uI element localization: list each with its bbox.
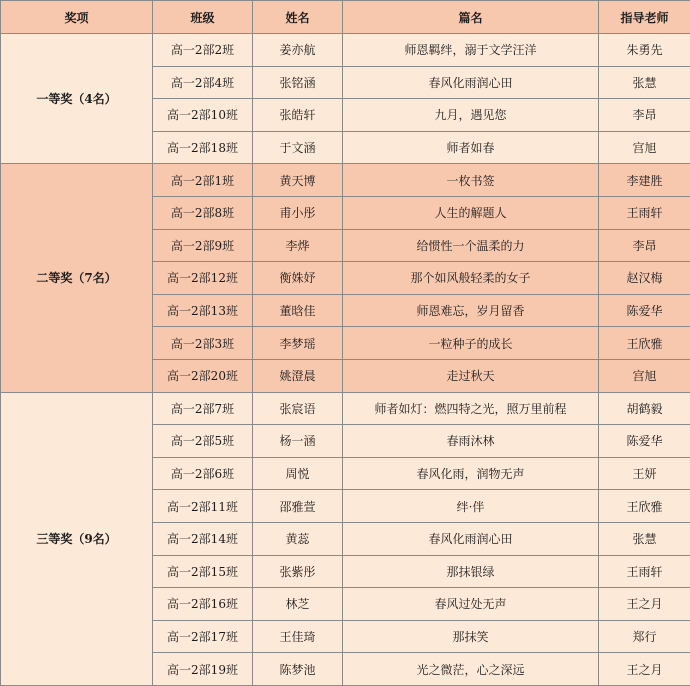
class-cell: 高一2部15班 bbox=[153, 555, 253, 588]
title-cell: 师者如灯：燃四特之光，照万里前程 bbox=[343, 392, 599, 425]
name-cell: 张铭涵 bbox=[253, 66, 343, 99]
class-cell: 高一2部14班 bbox=[153, 522, 253, 555]
teacher-cell: 王之月 bbox=[599, 588, 690, 621]
title-cell: 一粒种子的成长 bbox=[343, 327, 599, 360]
table-header bbox=[1, 1, 690, 34]
teacher-cell: 张慧 bbox=[599, 66, 690, 99]
name-cell: 姜亦航 bbox=[253, 34, 343, 67]
title-cell: 绊·伴 bbox=[343, 490, 599, 523]
name-cell: 陈梦池 bbox=[253, 653, 343, 686]
class-cell: 高一2部5班 bbox=[153, 425, 253, 458]
name-cell: 张紫彤 bbox=[253, 555, 343, 588]
teacher-cell: 赵汉梅 bbox=[599, 262, 690, 295]
name-cell: 林芝 bbox=[253, 588, 343, 621]
title-cell: 春风化雨润心田 bbox=[343, 66, 599, 99]
title-cell: 师恩羁绊，溺于文学汪洋 bbox=[343, 34, 599, 67]
title-cell: 师恩难忘，岁月留香 bbox=[343, 294, 599, 327]
name-cell: 衡姝妤 bbox=[253, 262, 343, 295]
table-row bbox=[1, 34, 690, 67]
title-cell: 春风化雨润心田 bbox=[343, 522, 599, 555]
title-cell: 那抹笑 bbox=[343, 620, 599, 653]
name-cell: 周悦 bbox=[253, 457, 343, 490]
header-class: 班级 bbox=[153, 1, 253, 34]
teacher-cell: 王欣雅 bbox=[599, 490, 690, 523]
name-cell: 黄蕊 bbox=[253, 522, 343, 555]
name-cell: 黄天博 bbox=[253, 164, 343, 197]
header-title: 篇名 bbox=[343, 1, 599, 34]
title-cell: 给惯性一个温柔的力 bbox=[343, 229, 599, 262]
class-cell: 高一2部2班 bbox=[153, 34, 253, 67]
header-name: 姓名 bbox=[253, 1, 343, 34]
teacher-cell: 宫旭 bbox=[599, 359, 690, 392]
title-cell: 春风过处无声 bbox=[343, 588, 599, 621]
title-cell: 九月，遇见您 bbox=[343, 99, 599, 132]
class-cell: 高一2部13班 bbox=[153, 294, 253, 327]
class-cell: 高一2部3班 bbox=[153, 327, 253, 360]
class-cell: 高一2部7班 bbox=[153, 392, 253, 425]
class-cell: 高一2部12班 bbox=[153, 262, 253, 295]
award-level-cell: 二等奖（7名） bbox=[1, 164, 153, 392]
class-cell: 高一2部10班 bbox=[153, 99, 253, 132]
teacher-cell: 王妍 bbox=[599, 457, 690, 490]
title-cell: 春雨沐林 bbox=[343, 425, 599, 458]
teacher-cell: 王雨轩 bbox=[599, 555, 690, 588]
name-cell: 姚澄晨 bbox=[253, 359, 343, 392]
name-cell: 李梦瑶 bbox=[253, 327, 343, 360]
class-cell: 高一2部1班 bbox=[153, 164, 253, 197]
table-body bbox=[1, 34, 690, 686]
class-cell: 高一2部11班 bbox=[153, 490, 253, 523]
title-cell: 人生的解题人 bbox=[343, 196, 599, 229]
class-cell: 高一2部18班 bbox=[153, 131, 253, 164]
teacher-cell: 王雨轩 bbox=[599, 196, 690, 229]
teacher-cell: 王欣雅 bbox=[599, 327, 690, 360]
title-cell: 走过秋天 bbox=[343, 359, 599, 392]
title-cell: 那抹银绿 bbox=[343, 555, 599, 588]
teacher-cell: 宫旭 bbox=[599, 131, 690, 164]
title-cell: 春风化雨，润物无声 bbox=[343, 457, 599, 490]
class-cell: 高一2部19班 bbox=[153, 653, 253, 686]
award-level-cell: 三等奖（9名） bbox=[1, 392, 153, 685]
name-cell: 李烨 bbox=[253, 229, 343, 262]
class-cell: 高一2部20班 bbox=[153, 359, 253, 392]
teacher-cell: 李昂 bbox=[599, 229, 690, 262]
table-row bbox=[1, 164, 690, 197]
class-cell: 高一2部4班 bbox=[153, 66, 253, 99]
title-cell: 那个如风般轻柔的女子 bbox=[343, 262, 599, 295]
title-cell: 一枚书签 bbox=[343, 164, 599, 197]
teacher-cell: 李昂 bbox=[599, 99, 690, 132]
name-cell: 甫小彤 bbox=[253, 196, 343, 229]
title-cell: 光之微茫，心之深远 bbox=[343, 653, 599, 686]
teacher-cell: 陈爱华 bbox=[599, 425, 690, 458]
name-cell: 董晗佳 bbox=[253, 294, 343, 327]
class-cell: 高一2部6班 bbox=[153, 457, 253, 490]
name-cell: 于文涵 bbox=[253, 131, 343, 164]
name-cell: 张宸语 bbox=[253, 392, 343, 425]
name-cell: 张皓轩 bbox=[253, 99, 343, 132]
title-cell: 师者如春 bbox=[343, 131, 599, 164]
name-cell: 邵雅萱 bbox=[253, 490, 343, 523]
class-cell: 高一2部17班 bbox=[153, 620, 253, 653]
name-cell: 王佳琦 bbox=[253, 620, 343, 653]
award-level-cell: 一等奖（4名） bbox=[1, 34, 153, 164]
class-cell: 高一2部16班 bbox=[153, 588, 253, 621]
teacher-cell: 胡鹤毅 bbox=[599, 392, 690, 425]
header-teacher: 指导老师 bbox=[599, 1, 690, 34]
teacher-cell: 陈爱华 bbox=[599, 294, 690, 327]
teacher-cell: 张慧 bbox=[599, 522, 690, 555]
teacher-cell: 王之月 bbox=[599, 653, 690, 686]
header-row bbox=[1, 1, 690, 34]
header-award: 奖项 bbox=[1, 1, 153, 34]
class-cell: 高一2部8班 bbox=[153, 196, 253, 229]
teacher-cell: 郑行 bbox=[599, 620, 690, 653]
name-cell: 杨一涵 bbox=[253, 425, 343, 458]
teacher-cell: 李建胜 bbox=[599, 164, 690, 197]
table-row bbox=[1, 392, 690, 425]
teacher-cell: 朱勇先 bbox=[599, 34, 690, 67]
class-cell: 高一2部9班 bbox=[153, 229, 253, 262]
